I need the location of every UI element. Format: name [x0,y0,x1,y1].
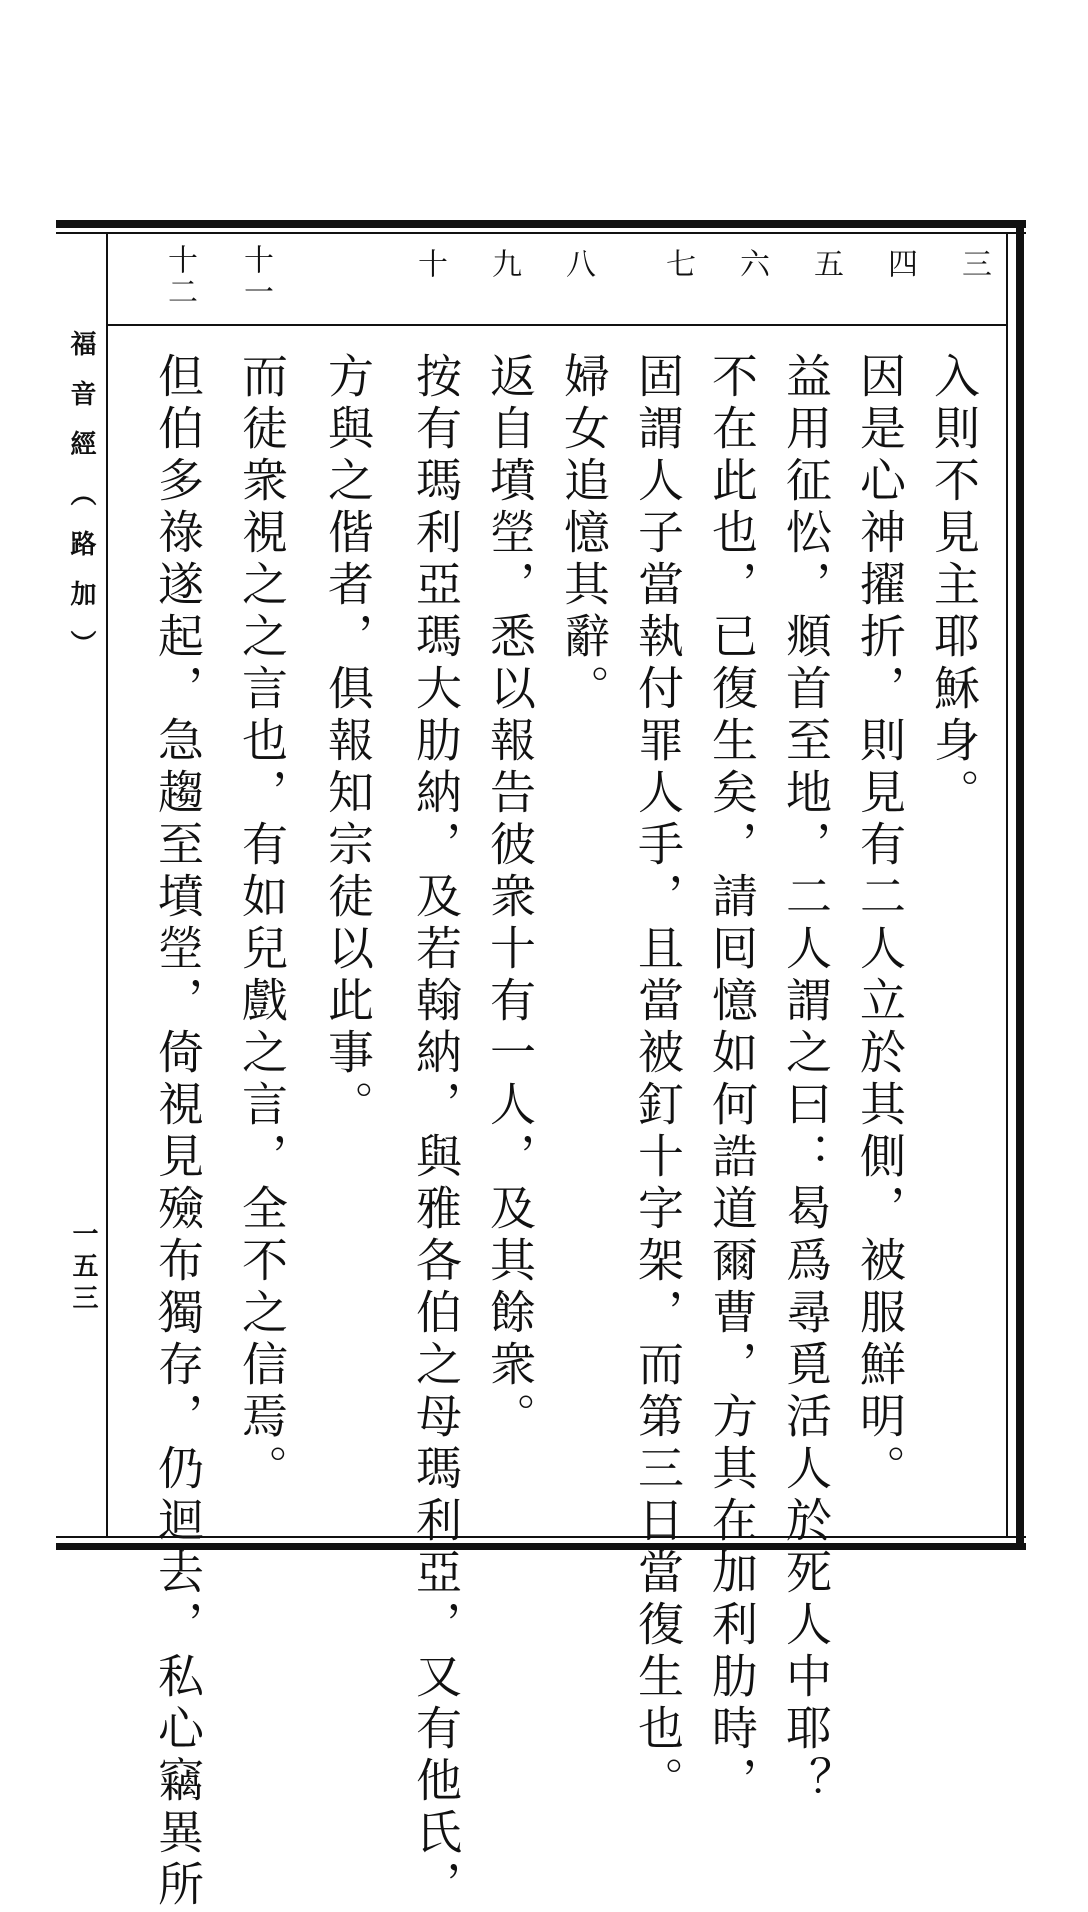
verse-number-11: 十一 [238,244,273,308]
verse-number-10: 十 [412,248,447,280]
text-column-7: 返自墳塋，悉以報告彼衆十有一人，及其餘衆。 [483,352,537,1444]
text-column-8: 按有瑪利亞瑪大肋納，及若翰納，與雅各伯之母瑪利亞，又有他氏， [409,352,463,1912]
verse-number-3: 三 [956,248,991,280]
top-border-thick [56,220,1026,228]
text-column-4: 不在此也，已復生矣，請囘憶如何誥道爾曹，方其在加利肋時， [705,352,759,1808]
verse-number-6: 六 [734,248,769,280]
verse-number-4: 四 [882,248,917,280]
text-column-2: 因是心神擢折，則見有二人立於其側，被服鮮明。 [853,352,907,1496]
top-border-thin [56,232,1026,234]
text-column-9: 方與之偕者，俱報知宗徒以此事。 [321,352,375,1132]
text-column-1: 入則不見主耶穌身。 [927,352,981,820]
verse-number-9: 九 [486,248,521,280]
right-border-thick [1016,220,1024,1550]
margin-page-number: 一五三 [68,1220,98,1316]
verse-number-5: 五 [808,248,843,280]
text-column-6: 婦女追憶其辭。 [557,352,611,716]
verse-number-7: 七 [660,248,695,280]
verse-number-8: 八 [560,248,595,280]
left-border [106,232,108,1538]
text-column-5: 固謂人子當執付罪人手，且當被釘十字架，而第三日當復生也。 [631,352,685,1808]
text-column-3: 益用征忪，頫首至地，二人謂之曰：曷爲尋覓活人於死人中耶？ [779,352,833,1808]
verse-number-divider [108,324,1006,326]
right-border-thin [1006,232,1008,1538]
margin-book-title: 福音經（路加） [66,330,96,680]
text-column-10: 而徒衆視之之言也，有如兒戲之言，全不之信焉。 [235,352,289,1496]
verse-number-12: 十二 [162,244,197,308]
text-column-11: 但伯多祿遂起，急趨至墳塋，倚視見殮布獨存，仍迴去，私心竊異所 [151,352,205,1912]
